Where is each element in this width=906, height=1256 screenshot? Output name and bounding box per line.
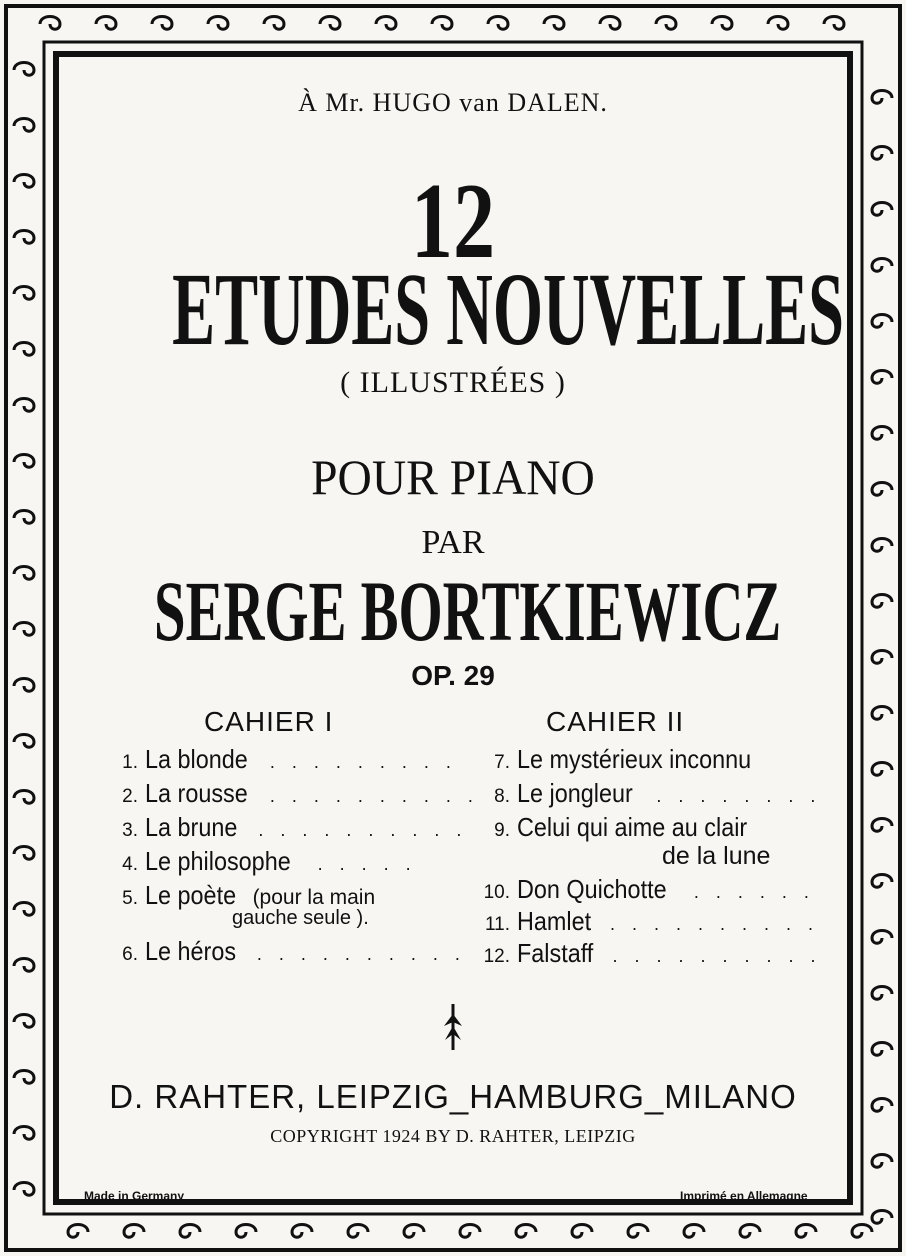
list-item	[114, 936, 466, 967]
made-in-label: Made in Germany	[84, 1189, 185, 1203]
item-number: 9.	[494, 820, 510, 841]
border-scroll	[14, 231, 34, 244]
border-scroll	[14, 511, 34, 524]
border-scroll	[600, 17, 620, 30]
border-scroll	[872, 203, 892, 216]
border-scroll	[40, 17, 60, 30]
item-title: Hamlet	[516, 906, 591, 936]
border-scroll	[68, 1225, 88, 1238]
border-scroll	[488, 17, 508, 30]
fleuron-icon	[440, 1004, 466, 1050]
list-item	[470, 938, 821, 969]
list-item	[470, 874, 815, 905]
by-label: PAR	[421, 524, 485, 561]
border-scroll	[544, 17, 564, 30]
border-scroll	[320, 17, 340, 30]
item-number: 5.	[122, 888, 138, 909]
list-item	[114, 812, 467, 843]
item-title: Falstaff	[516, 938, 593, 968]
border-scroll	[14, 343, 34, 356]
border-scroll	[872, 1211, 892, 1224]
leader-dots: . . . . .	[306, 854, 417, 874]
border-scroll	[572, 1225, 592, 1238]
item-title: Le poète	[144, 880, 236, 910]
border-scroll	[872, 931, 892, 944]
item-title: La blonde	[144, 744, 248, 774]
item-title: La rousse	[144, 778, 248, 808]
border-scroll	[432, 17, 452, 30]
border-scroll	[14, 735, 34, 748]
border-scroll	[14, 1015, 34, 1028]
border-scroll	[376, 17, 396, 30]
border-scroll	[872, 1155, 892, 1168]
border-scroll	[236, 1225, 256, 1238]
publisher: D. RAHTER, LEIPZIG_HAMBURG_MILANO	[109, 1078, 797, 1115]
border-scroll	[14, 399, 34, 412]
border-scroll	[872, 987, 892, 1000]
leader-dots: . . . . . . . . . .	[247, 820, 468, 840]
item-title: La brune	[144, 812, 238, 842]
list-item	[470, 744, 777, 775]
border-scroll	[872, 315, 892, 328]
item-title-continued: de la lune	[662, 842, 771, 870]
border-scroll	[712, 17, 732, 30]
border-scroll	[14, 567, 34, 580]
item-number: 1.	[122, 752, 138, 773]
list-item	[470, 812, 772, 843]
border-scroll	[872, 1043, 892, 1056]
border-scroll	[796, 1225, 816, 1238]
border-scroll	[14, 287, 34, 300]
border-scroll	[684, 1225, 704, 1238]
border-scroll	[208, 17, 228, 30]
border-scroll	[348, 1225, 368, 1238]
border-scroll	[14, 623, 34, 636]
border-scroll	[852, 1225, 872, 1238]
item-title: Le héros	[144, 936, 236, 966]
item-title: Don Quichotte	[516, 874, 667, 904]
item-title: Le philosophe	[144, 846, 291, 876]
item-title: Le jongleur	[516, 778, 633, 808]
item-number: 10.	[483, 882, 510, 903]
cahier-1-heading: CAHIER I	[204, 706, 334, 737]
opus-number: OP. 29	[411, 660, 495, 691]
item-number: 8.	[494, 786, 510, 807]
border-scroll	[14, 903, 34, 916]
leader-dots: . . . . . . . .	[645, 786, 822, 806]
border-scroll	[152, 17, 172, 30]
border-scroll	[872, 707, 892, 720]
border-scroll	[768, 17, 788, 30]
leader-dots: . . . . . . . . . .	[258, 786, 479, 806]
border-scroll	[460, 1225, 480, 1238]
cahier-2-heading: CAHIER II	[546, 706, 685, 737]
item-note-continued: gauche seule ).	[232, 907, 369, 929]
border-scroll	[872, 875, 892, 888]
border-scroll	[264, 17, 284, 30]
list-item	[114, 744, 457, 775]
border-scroll	[180, 1225, 200, 1238]
border-scroll	[96, 17, 116, 30]
border-scroll	[740, 1225, 760, 1238]
item-number: 6.	[122, 944, 138, 965]
border-scroll	[14, 1183, 34, 1196]
list-item	[470, 778, 821, 809]
etude-count: 12	[410, 162, 496, 281]
item-number: 7.	[494, 752, 510, 773]
border-scroll	[14, 959, 34, 972]
item-number: 3.	[122, 820, 138, 841]
border-scroll	[14, 847, 34, 860]
copyright-notice: COPYRIGHT 1924 BY D. RAHTER, LEIPZIG	[270, 1126, 636, 1146]
border-scroll	[14, 63, 34, 76]
leader-dots: . . . . . . . . .	[258, 752, 457, 772]
item-number: 4.	[122, 854, 138, 875]
item-title: Le mystérieux inconnu	[516, 744, 751, 774]
composer-name: SERGE BORTKIEWICZ	[154, 563, 782, 659]
list-item	[470, 906, 819, 937]
border-scroll	[14, 175, 34, 188]
leader-dots: . . . . . . . . . .	[599, 914, 820, 934]
work-subtitle: ( ILLUSTRÉES )	[340, 366, 566, 399]
item-title: Celui qui aime au clair	[516, 812, 747, 842]
border-scroll	[628, 1225, 648, 1238]
border-scroll	[404, 1225, 424, 1238]
leader-dots: . . . . . .	[682, 882, 815, 902]
instrumentation: POUR PIANO	[311, 449, 595, 505]
item-number: 12.	[483, 946, 510, 967]
dedication: À Mr. HUGO van DALEN.	[298, 88, 608, 117]
border-scroll	[872, 427, 892, 440]
border-scroll	[14, 119, 34, 132]
list-item	[114, 778, 479, 809]
imprime-label: Imprimé en Allemagne	[680, 1189, 808, 1203]
border-scroll	[124, 1225, 144, 1238]
item-number: 2.	[122, 786, 138, 807]
item-note: (pour la main	[252, 886, 376, 909]
leader-dots: . . . . . . . . . .	[601, 946, 822, 966]
border-scroll	[872, 595, 892, 608]
border-scroll	[872, 259, 892, 272]
border-scroll	[872, 763, 892, 776]
leader-dots: . . . . . . . . . .	[245, 944, 466, 964]
border-scroll	[14, 791, 34, 804]
list-item	[114, 846, 417, 877]
border-scroll	[516, 1225, 536, 1238]
work-title: ETUDES NOUVELLES	[172, 252, 845, 367]
border-scroll	[824, 17, 844, 30]
border-scroll	[872, 147, 892, 160]
border-scroll	[292, 1225, 312, 1238]
border-scroll	[872, 819, 892, 832]
item-number: 11.	[484, 914, 510, 935]
border-scroll	[656, 17, 676, 30]
